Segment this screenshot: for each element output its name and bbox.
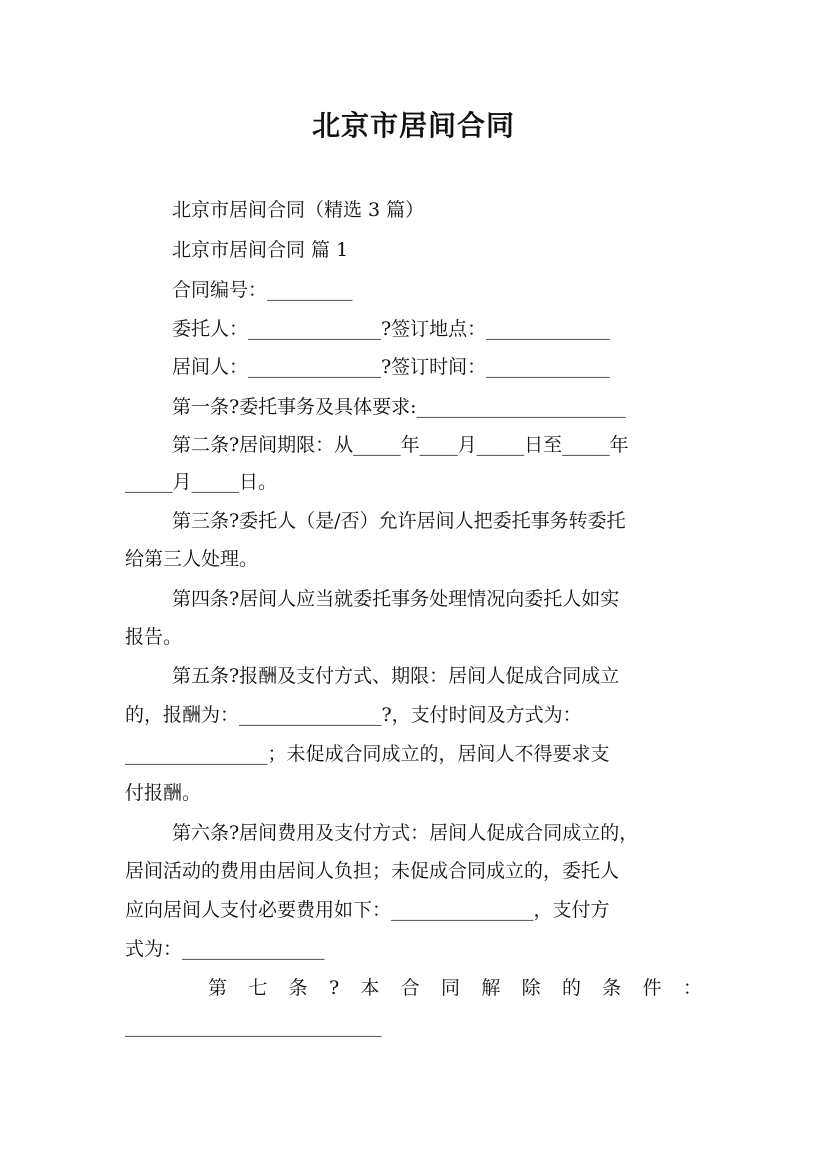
spread-char: 除 [521,977,541,999]
spread-char: 第 [208,977,228,999]
spread-char: ? [328,977,340,999]
doc-line: _____月_____日。 [125,471,278,493]
doc-line: 第二条?居间期限：从_____年____月_____日至_____年 [172,434,629,456]
doc-line: 第五条?报酬及支付方式、期限：居间人促成合同成立 [172,665,620,687]
doc-line: 居间活动的费用由居间人负担；未促成合同成立的，委托人 [125,860,620,882]
doc-line: 付报酬。 [125,782,202,804]
doc-line: 北京市居间合同（精选 3 篇） [172,199,425,221]
doc-line: 给第三人处理。 [125,548,259,570]
doc-line: 第三条?委托人（是/否）允许居间人把委托事务转委托 [172,510,626,532]
doc-line: _______________；未促成合同成立的，居间人不得要求支 [125,743,610,765]
doc-line-spread [208,976,702,1000]
doc-line: 第六条?居间费用及支付方式：居间人促成合同成立的， [172,822,639,844]
doc-line: 合同编号：_________ [172,279,353,301]
doc-line: 北京市居间合同 篇 1 [172,239,349,261]
doc-line: 居间人：______________?签订时间：_____________ [172,356,610,378]
spread-char: 条 [602,977,622,999]
doc-line: 式为：_______________ [125,938,325,960]
doc-line: 委托人：______________?签订地点：_____________ [172,318,610,340]
spread-char: 本 [360,977,380,999]
doc-line: 第四条?居间人应当就委托事务处理情况向委托人如实 [172,588,620,610]
doc-line: 报告。 [125,626,183,648]
doc-line: 应向居间人支付必要费用如下：_______________，支付方 [125,899,610,921]
spread-char: 条 [288,977,308,999]
doc-line: ___________________________ [125,1015,382,1037]
document-title: 北京市居间合同 [311,109,515,142]
spread-char: 解 [481,977,501,999]
doc-line: 的，报酬为：_______________?，支付时间及方式为： [125,704,582,726]
spread-char: ： [682,977,702,999]
doc-line: 第一条?委托事务及具体要求:______________________ [172,396,626,418]
spread-char: 的 [561,977,581,999]
spread-char: 件 [642,977,662,999]
spread-char: 合 [400,977,420,999]
spread-char: 同 [441,977,461,999]
spread-char: 七 [248,977,268,999]
